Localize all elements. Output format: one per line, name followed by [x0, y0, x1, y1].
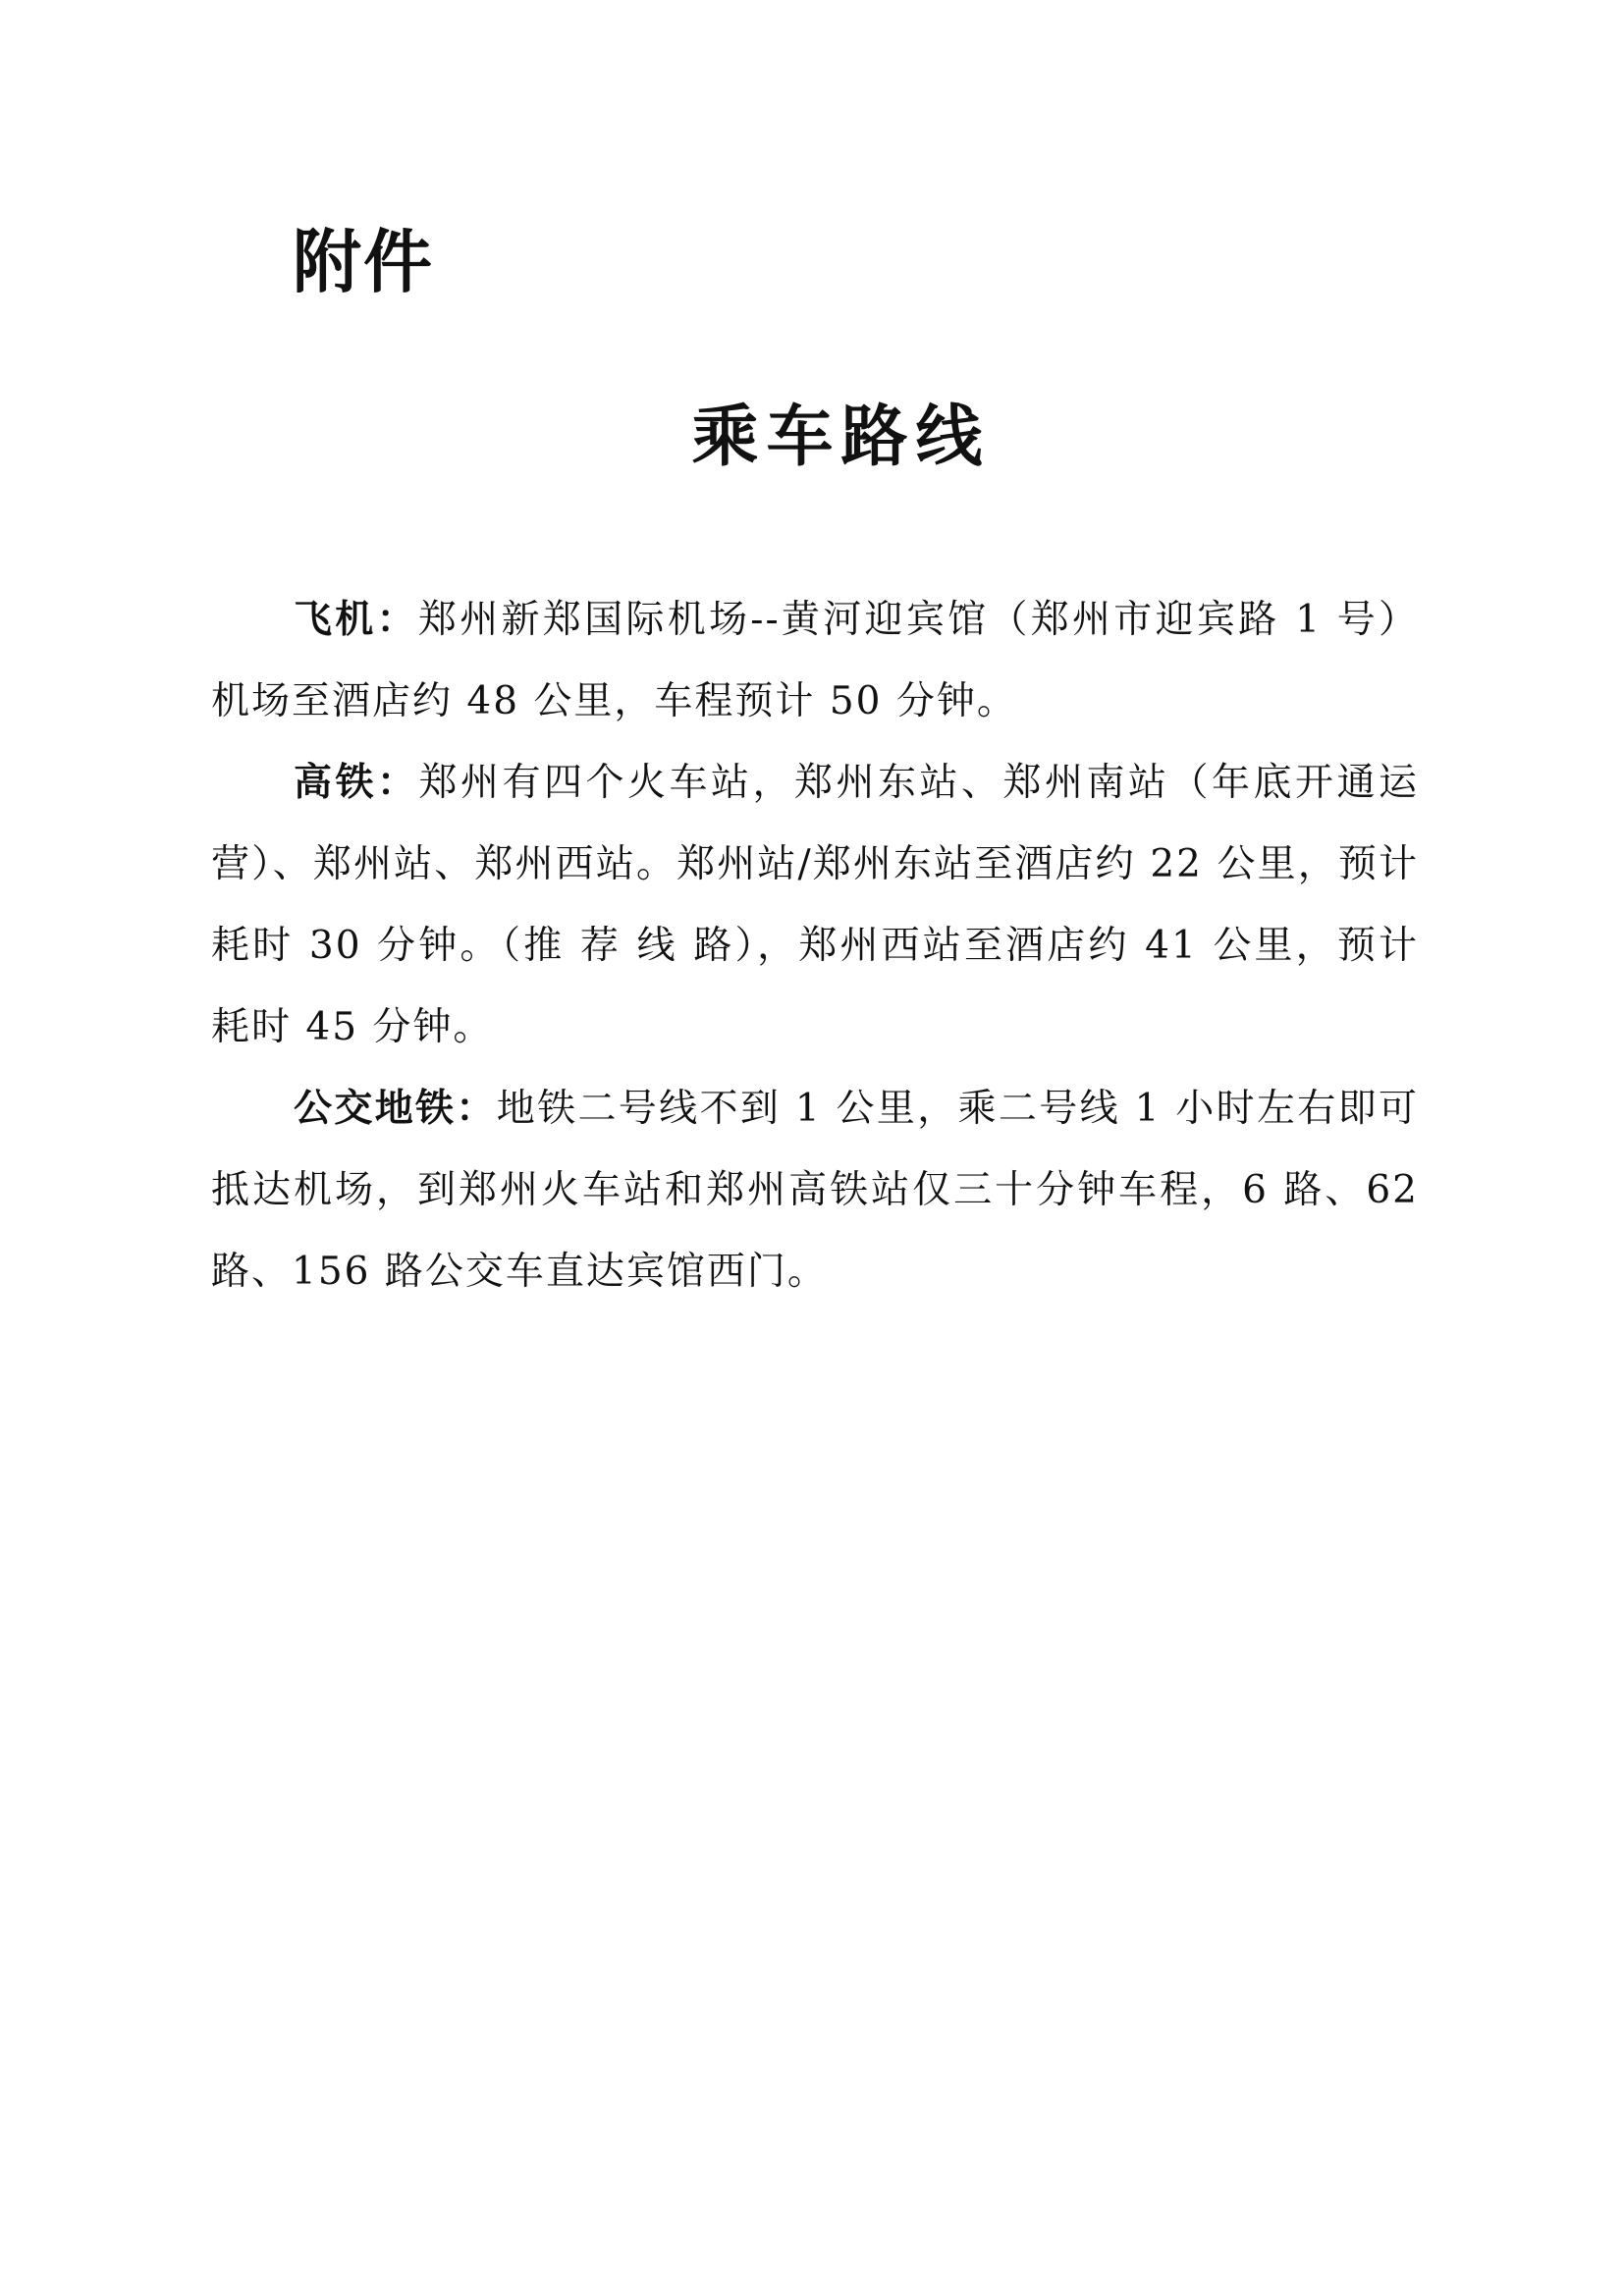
section-label: 飞机： [294, 598, 418, 642]
section-label: 高铁： [294, 761, 419, 805]
section-label: 公交地铁： [294, 1087, 497, 1131]
document-body [211, 579, 1419, 1312]
page-title: 乘车路线 [691, 399, 991, 476]
section-high-speed-rail [211, 742, 1419, 1068]
section-bus-metro [211, 1068, 1419, 1312]
section-text: 地铁二号线不到 1 公里，乘二号线 1 小时左右即可抵达机场，到郑州火车站和郑州高铁站仅三十分钟车程，6 路、62 路、156 路公交车直达宾馆西门。 [211, 1087, 1419, 1294]
attachment-label: 附件 [293, 222, 434, 302]
section-text: 郑州有四个火车站，郑州东站、郑州南站（年底开通运营）、郑州站、郑州西站。郑州站/郑州东站至酒店约 22 公里，预计耗时 30 分钟。（推 荐 线 路），郑州西站至酒店约 41 公里，预计耗时 45 分钟。 [211, 761, 1419, 1049]
section-text: 郑州新郑国际机场--黄河迎宾馆（郑州市迎宾路 1 号）机场至酒店约 48 公里，车程预计 50 分钟。 [211, 598, 1419, 723]
section-airplane [211, 579, 1419, 742]
